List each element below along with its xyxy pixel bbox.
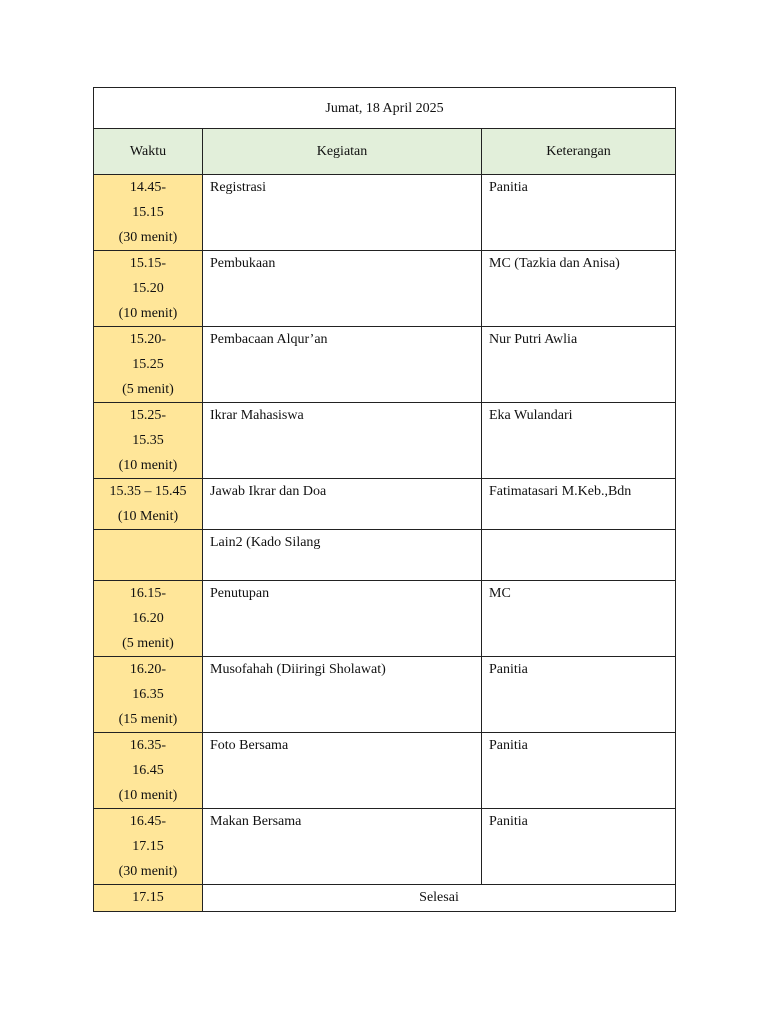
activity-cell: Penutupan [203,581,482,657]
note-cell: Panitia [482,809,676,885]
time-cell [94,809,203,885]
time-line: (10 Menit) [117,509,179,524]
activity-cell: Pembacaan Alqur’an [203,327,482,403]
time-cell [94,530,203,581]
time-cell [94,327,203,403]
note-cell [482,530,676,581]
activity-cell: Musofahah (Diiringi Sholawat) [203,657,482,733]
time-line: (5 menit) [122,636,174,651]
activity-cell: Pembukaan [203,251,482,327]
note-cell: Fatimatasari M.Keb.,Bdn [482,479,676,530]
note-cell: MC (Tazkia dan Anisa) [482,251,676,327]
time-line: 16.20 [132,611,164,626]
schedule-page [93,87,675,912]
time-line: (10 menit) [118,788,178,803]
activity-cell: Registrasi [203,175,482,251]
note-cell: Panitia [482,657,676,733]
time-cell [94,581,203,657]
time-line: 15.35 – 15.45 [109,484,187,499]
time-cell [94,733,203,809]
time-cell [94,251,203,327]
table-row [94,403,676,479]
table-row [94,530,676,581]
time-cell: 17.15 [94,885,203,912]
table-row [94,733,676,809]
time-line: 15.35 [132,433,164,448]
time-line: 16.45 [132,763,164,778]
time-line: 15.25 [132,357,164,372]
time-line: (30 menit) [118,864,178,879]
final-row [94,885,676,912]
activity-cell: Makan Bersama [203,809,482,885]
header-time: Waktu [94,129,203,175]
schedule-table [93,87,676,912]
time-line: (5 menit) [122,382,174,397]
note-cell: Panitia [482,175,676,251]
time-line: 15.15 [132,205,164,220]
table-row [94,479,676,530]
time-line: (10 menit) [118,458,178,473]
time-cell [94,657,203,733]
note-cell: MC [482,581,676,657]
time-line: 15.25- [129,408,167,423]
time-line: 15.15- [129,256,167,271]
activity-cell: Lain2 (Kado Silang [203,530,482,581]
table-row [94,175,676,251]
table-row [94,657,676,733]
header-row [94,129,676,175]
time-line: 14.45- [129,180,167,195]
activity-cell: Foto Bersama [203,733,482,809]
header-activity: Kegiatan [203,129,482,175]
closing-cell: Selesai [203,885,676,912]
schedule-title: Jumat, 18 April 2025 [94,88,676,129]
time-line: (30 menit) [118,230,178,245]
time-line: 15.20- [129,332,167,347]
title-row [94,88,676,129]
time-line: 16.45- [129,814,167,829]
time-line: (15 menit) [118,712,178,727]
table-row [94,809,676,885]
time-cell [94,175,203,251]
time-line: (10 menit) [118,306,178,321]
note-cell: Eka Wulandari [482,403,676,479]
time-cell [94,403,203,479]
activity-cell: Jawab Ikrar dan Doa [203,479,482,530]
activity-cell: Ikrar Mahasiswa [203,403,482,479]
time-line: 16.15- [129,586,167,601]
header-note: Keterangan [482,129,676,175]
time-line: 16.35 [132,687,164,702]
time-line: 16.20- [129,662,167,677]
note-cell: Nur Putri Awlia [482,327,676,403]
time-line: 15.20 [132,281,164,296]
table-row [94,251,676,327]
time-line: 17.15 [132,839,164,854]
time-cell [94,479,203,530]
time-line: 16.35- [129,738,167,753]
table-row [94,581,676,657]
note-cell: Panitia [482,733,676,809]
table-row [94,327,676,403]
